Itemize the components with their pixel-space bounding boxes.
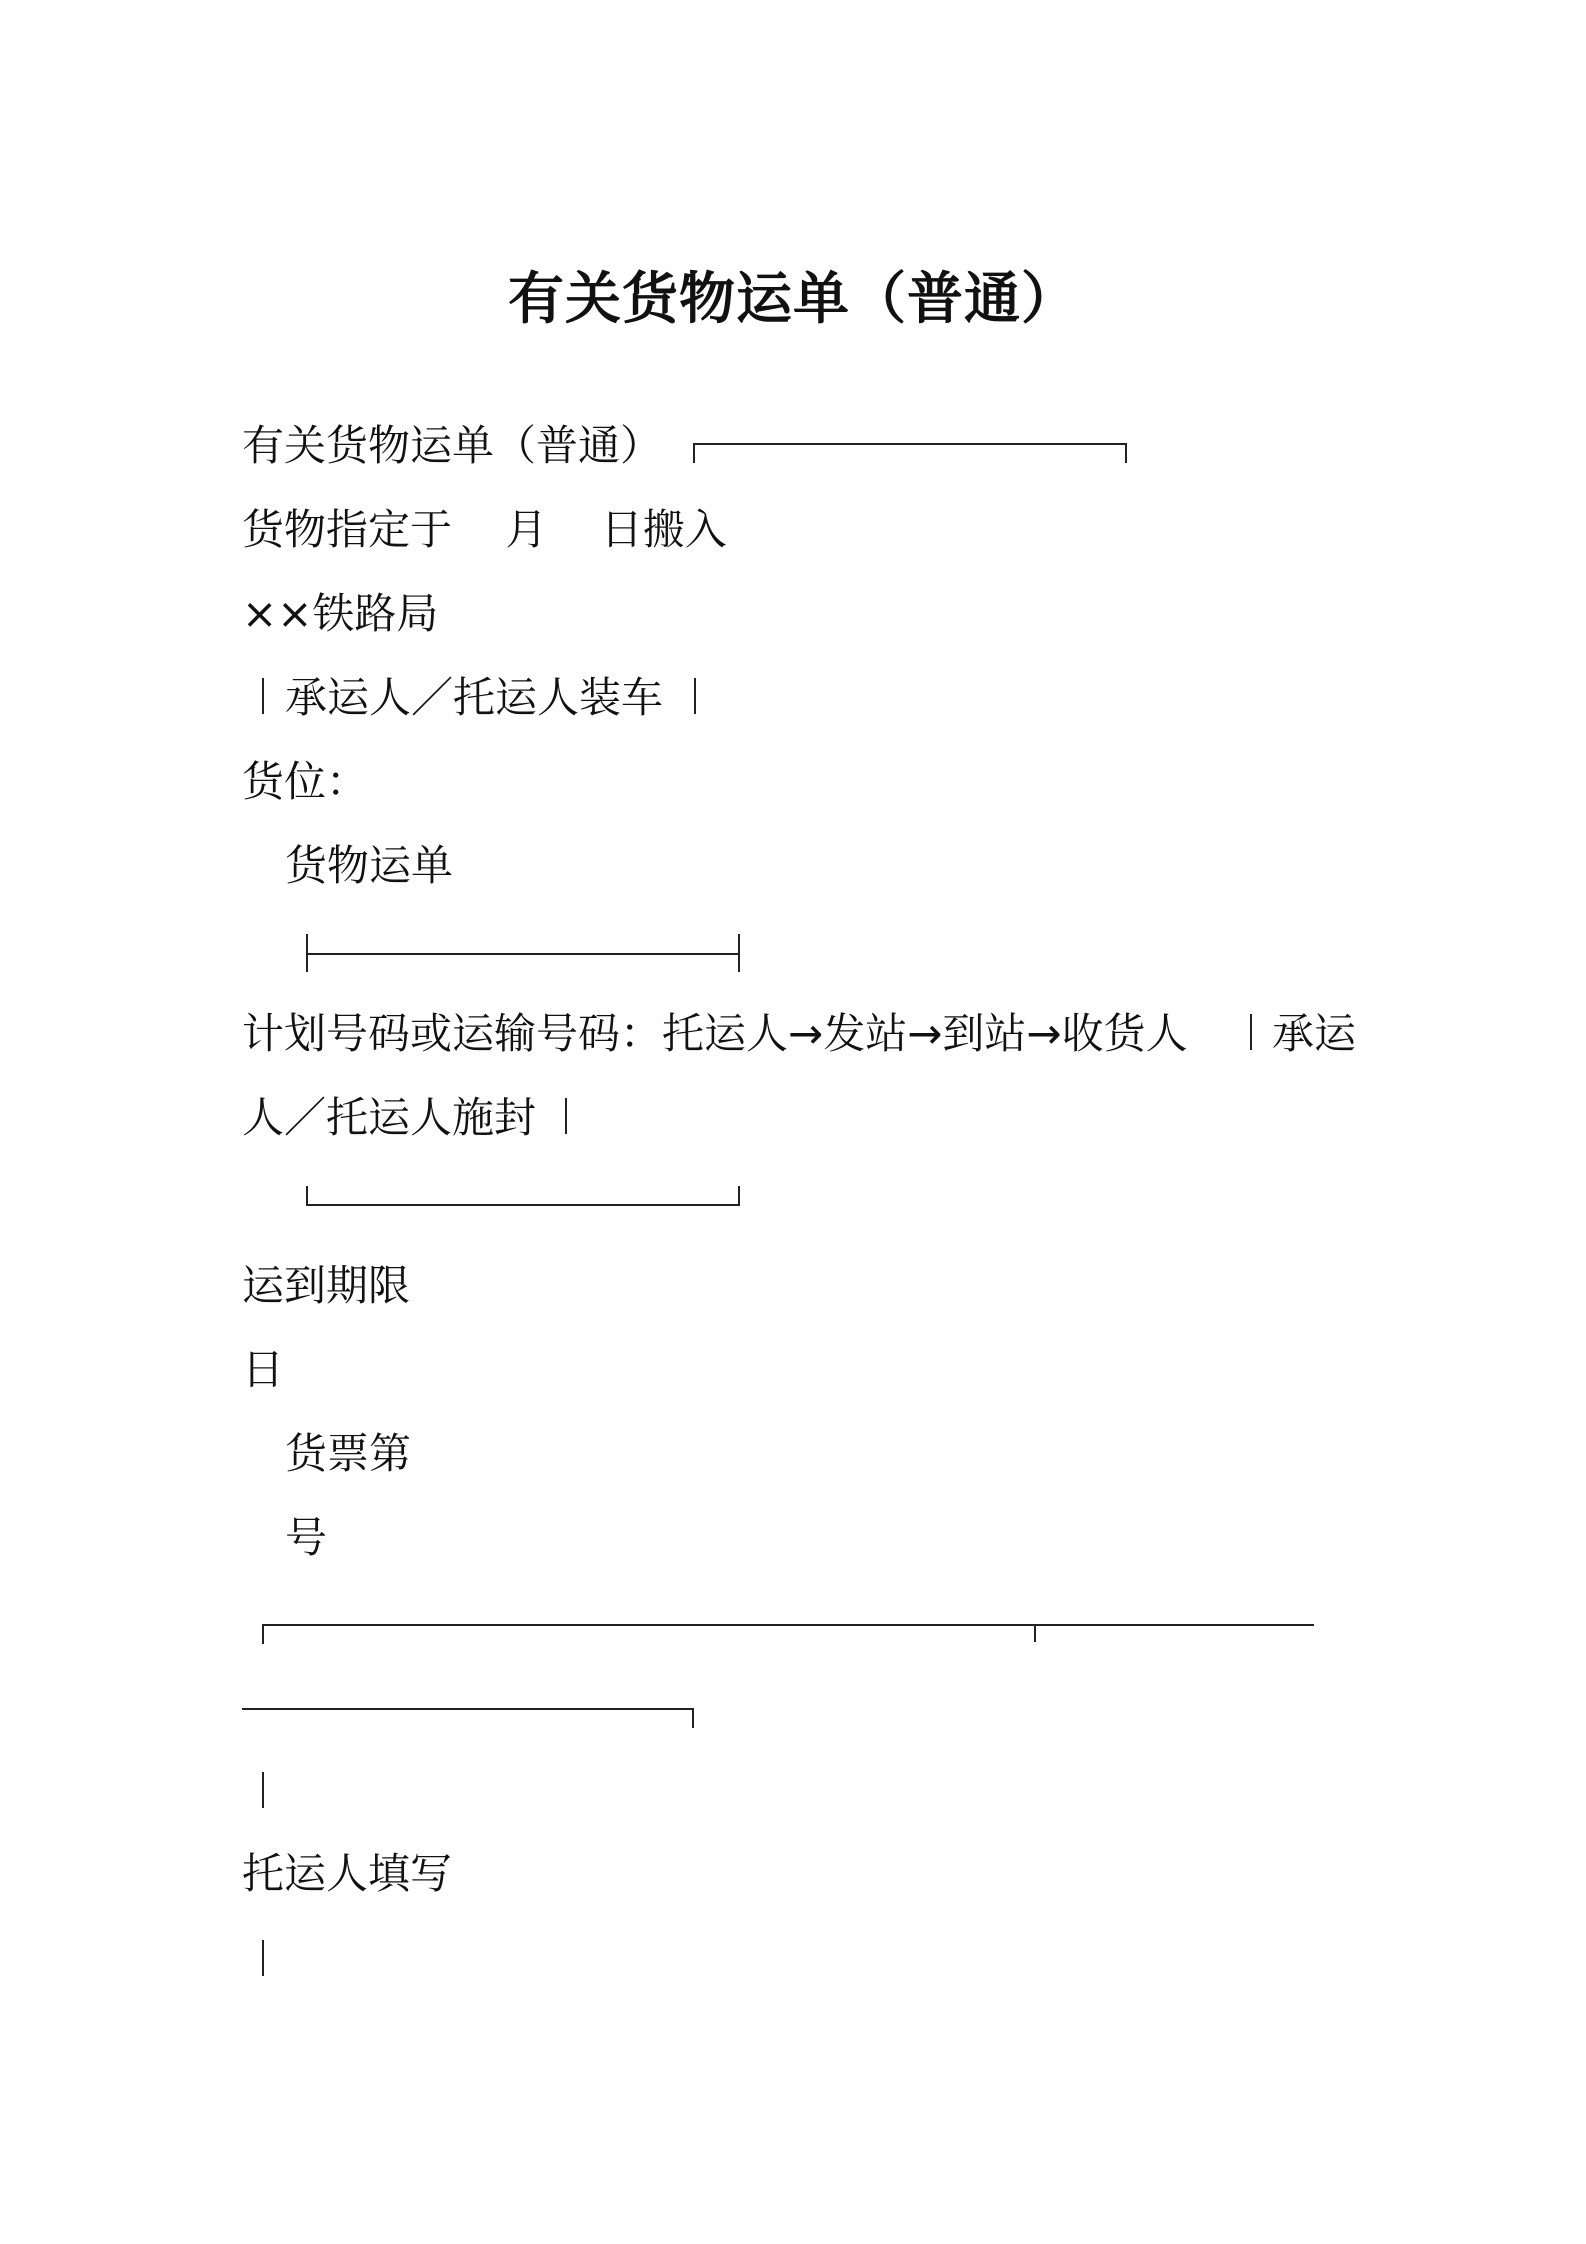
doc-line-waybill: 货物运单 [285, 841, 454, 890]
table-second-rule [242, 1708, 694, 1728]
table-top-rule [262, 1624, 1314, 1644]
doc-line-transit-limit: 运到期限 [242, 1261, 411, 1310]
loading-right-bar [694, 678, 696, 714]
table-left-bar-1 [262, 1772, 264, 1808]
doc-line-delivery-date: 货物指定于 月 日搬入 [242, 505, 727, 554]
top-bracket-rule [693, 443, 1127, 463]
doc-line-railway-bureau: ××铁路局 [242, 589, 439, 638]
document-title: 有关货物运单（普通） [508, 267, 1078, 332]
doc-line-number: 号 [285, 1513, 328, 1562]
loading-left-bar [262, 678, 264, 714]
bottom-bracket-rule [306, 1186, 740, 1206]
doc-line-ticket-no: 货票第 [285, 1429, 412, 1478]
plan-divider-bar [1250, 1014, 1252, 1050]
table-left-bar-2 [262, 1940, 264, 1976]
table-top-divider [1034, 1624, 1036, 1642]
doc-line-carrier-cont: 承运 [1272, 1009, 1357, 1058]
doc-line-subtitle: 有关货物运单（普通） [242, 421, 663, 470]
doc-line-sealing: 人／托运人施封 [242, 1093, 537, 1142]
doc-line-cargo-position: 货位： [242, 757, 369, 806]
doc-line-loading: 承运人／托运人装车 [285, 673, 664, 722]
sealing-right-bar [565, 1098, 567, 1134]
middle-bracket-line [306, 953, 738, 955]
doc-line-plan-number: 计划号码或运输号码：托运人→发站→到站→收货人 [242, 1009, 1188, 1058]
doc-line-day: 日 [242, 1345, 285, 1394]
doc-line-shipper-fill: 托运人填写 [242, 1849, 453, 1898]
